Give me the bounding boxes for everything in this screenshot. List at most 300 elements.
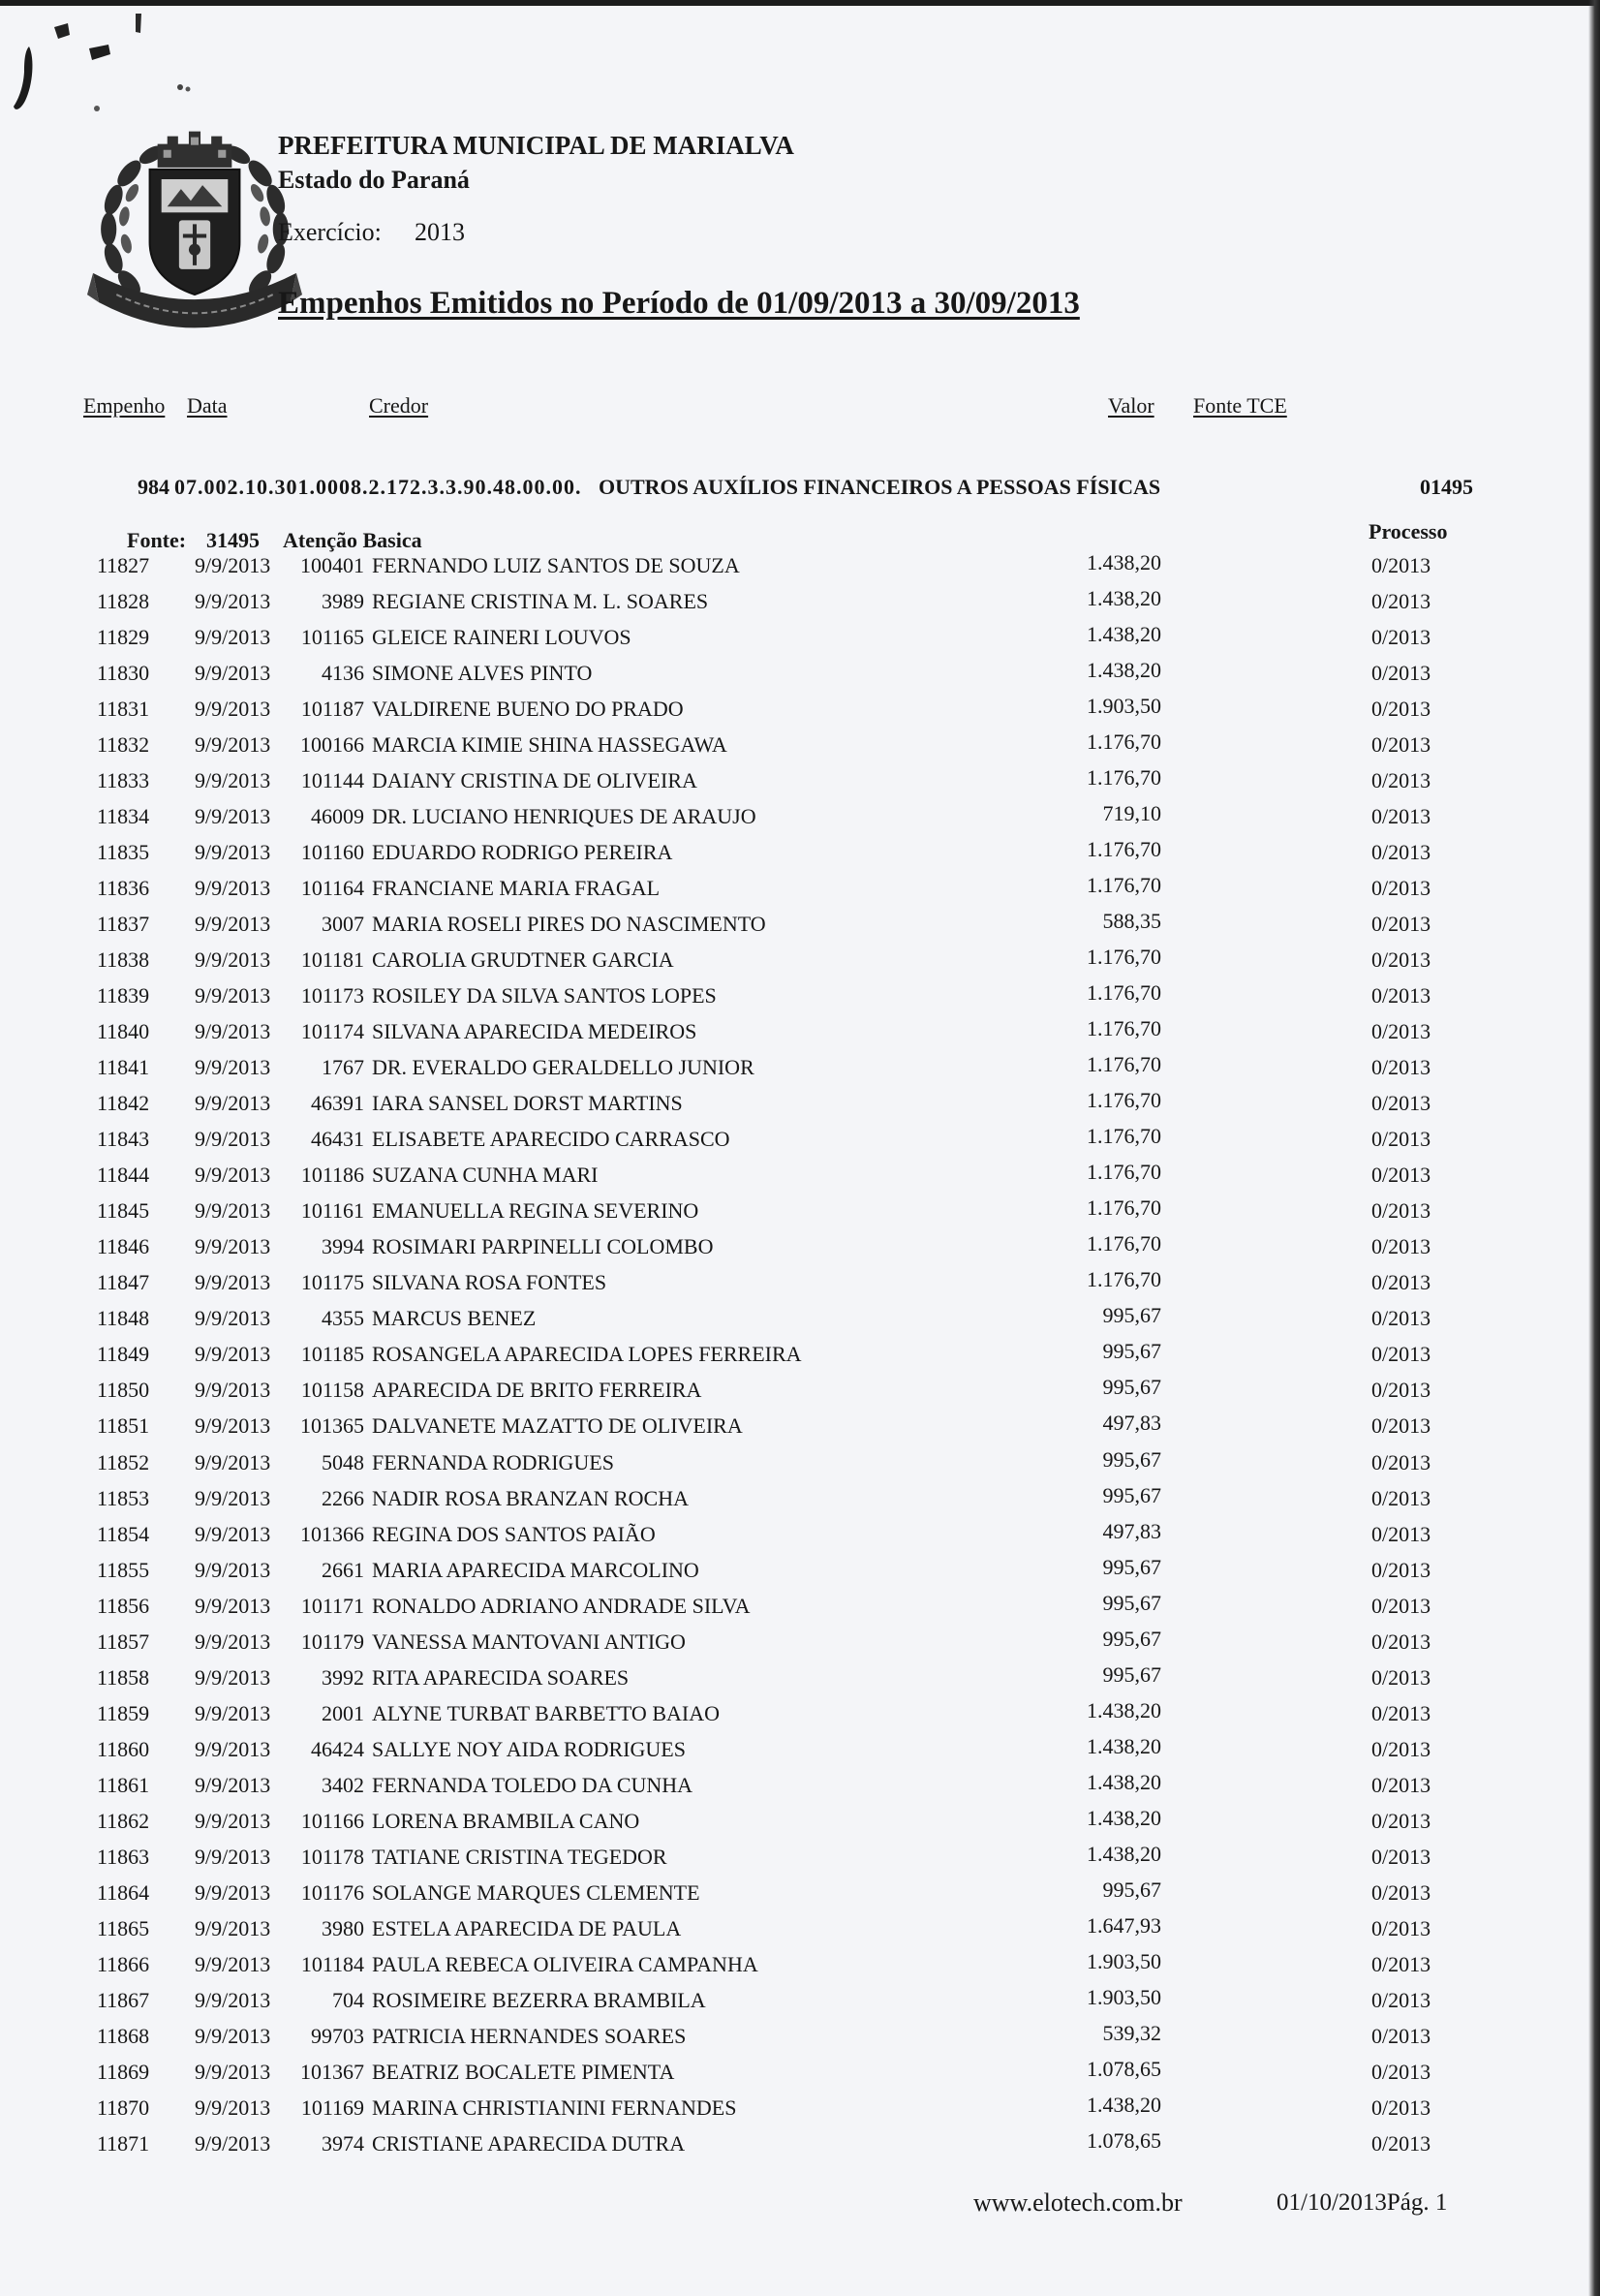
process-number: 0/2013 [1371, 2023, 1431, 2048]
empenho-number: 11829 [97, 625, 150, 650]
creditor-name: APARECIDA DE BRITO FERREIRA [372, 1378, 702, 1403]
creditor-name: FRANCIANE MARIA FRAGAL [372, 876, 661, 901]
process-number: 0/2013 [1371, 1234, 1431, 1259]
process-number: 0/2013 [1371, 1449, 1431, 1474]
amount: 1.438,20 [1087, 1841, 1161, 1866]
creditor-code: 46424 [311, 1736, 364, 1761]
process-number: 0/2013 [1371, 912, 1431, 937]
creditor-name: RITA APARECIDA SOARES [372, 1664, 630, 1690]
process-number: 0/2013 [1371, 1772, 1431, 1797]
process-number: 0/2013 [1371, 1019, 1431, 1044]
amount: 539,32 [1102, 2020, 1161, 2045]
process-number: 0/2013 [1371, 1055, 1431, 1080]
process-number: 0/2013 [1371, 1808, 1431, 1833]
process-number: 0/2013 [1371, 1270, 1431, 1295]
table-row [0, 1300, 1588, 1336]
creditor-name: SALLYE NOY AIDA RODRIGUES [372, 1736, 686, 1761]
creditor-name: ROSILEY DA SILVA SANTOS LOPES [372, 983, 717, 1008]
table-row [0, 2125, 1588, 2161]
amount: 995,67 [1102, 1339, 1161, 1364]
fonte-description: Atenção Basica [283, 528, 422, 552]
amount: 1.438,20 [1087, 622, 1161, 647]
creditor-name: SIMONE ALVES PINTO [372, 661, 593, 686]
empenho-number: 11855 [97, 1557, 150, 1582]
creditor-code: 3007 [322, 912, 364, 937]
process-number: 0/2013 [1371, 1485, 1431, 1510]
empenho-date: 9/9/2013 [195, 1844, 271, 1869]
empenho-date: 9/9/2013 [195, 1234, 271, 1259]
empenho-number: 11851 [97, 1413, 150, 1439]
column-header-empenho: Empenho [83, 393, 166, 418]
empenho-number: 11863 [97, 1844, 150, 1869]
empenho-date: 9/9/2013 [195, 732, 271, 758]
amount: 1.176,70 [1087, 945, 1161, 970]
amount: 1.078,65 [1087, 2127, 1161, 2153]
creditor-name: EDUARDO RODRIGO PEREIRA [372, 840, 673, 865]
creditor-code: 101178 [300, 1844, 364, 1869]
amount: 1.176,70 [1087, 1088, 1161, 1113]
creditor-code: 101169 [300, 2094, 364, 2120]
creditor-code: 101144 [300, 768, 364, 793]
creditor-name: MARIA APARECIDA MARCOLINO [372, 1557, 699, 1582]
table-row [0, 1588, 1588, 1624]
process-number: 0/2013 [1371, 876, 1431, 901]
process-number: 0/2013 [1371, 661, 1431, 686]
process-number: 0/2013 [1371, 1413, 1431, 1439]
creditor-name: VANESSA MANTOVANI ANTIGO [372, 1629, 686, 1654]
table-row [0, 547, 1588, 583]
empenho-date: 9/9/2013 [195, 1987, 271, 2012]
table-row [0, 1264, 1588, 1300]
creditor-code: 2661 [322, 1557, 364, 1582]
creditor-code: 46431 [311, 1127, 364, 1152]
creditor-name: FERNANDA RODRIGUES [372, 1449, 614, 1474]
creditor-code: 100166 [300, 732, 364, 758]
creditor-name: CAROLIA GRUDTNER GARCIA [372, 947, 674, 973]
amount: 497,83 [1102, 1411, 1161, 1436]
table-row [0, 1408, 1588, 1443]
amount: 1.903,50 [1087, 694, 1161, 719]
creditor-name: SOLANGE MARQUES CLEMENTE [372, 1879, 700, 1905]
empenho-number: 11833 [97, 768, 150, 793]
amount: 1.438,20 [1087, 1769, 1161, 1794]
creditor-code: 46391 [311, 1091, 364, 1116]
table-row [0, 1767, 1588, 1803]
empenho-date: 9/9/2013 [195, 625, 271, 650]
creditor-code: 1767 [322, 1055, 364, 1080]
creditor-name: BEATRIZ BOCALETE PIMENTA [372, 2059, 675, 2084]
empenho-date: 9/9/2013 [195, 912, 271, 937]
process-number: 0/2013 [1371, 2130, 1431, 2156]
process-number: 0/2013 [1371, 983, 1431, 1008]
fonte-label: Fonte: [127, 528, 187, 552]
empenho-number: 11831 [97, 697, 150, 722]
amount: 995,67 [1102, 1554, 1161, 1579]
table-row [0, 762, 1588, 798]
amount: 719,10 [1102, 801, 1161, 826]
creditor-name: LORENA BRAMBILA CANO [372, 1808, 640, 1833]
empenho-date: 9/9/2013 [195, 1879, 271, 1905]
process-number: 0/2013 [1371, 1879, 1431, 1905]
scan-artifacts [0, 0, 213, 126]
empenho-number: 11832 [97, 732, 150, 758]
creditor-code: 2266 [322, 1485, 364, 1510]
empenho-date: 9/9/2013 [195, 1306, 271, 1331]
process-number: 0/2013 [1371, 1378, 1431, 1403]
table-row [0, 1013, 1588, 1049]
empenho-date: 9/9/2013 [195, 1019, 271, 1044]
table-row [0, 942, 1588, 977]
amount: 1.438,20 [1087, 658, 1161, 683]
table-row [0, 1803, 1588, 1839]
empenho-number: 11843 [97, 1127, 150, 1152]
creditor-name: PAULA REBECA OLIVEIRA CAMPANHA [372, 1951, 758, 1976]
column-header-credor: Credor [369, 393, 429, 418]
creditor-name: MARCIA KIMIE SHINA HASSEGAWA [372, 732, 727, 758]
table-row [0, 870, 1588, 906]
amount: 1.176,70 [1087, 1160, 1161, 1185]
amount: 1.176,70 [1087, 1195, 1161, 1221]
empenho-date: 9/9/2013 [195, 1163, 271, 1188]
empenho-date: 9/9/2013 [195, 661, 271, 686]
table-row [0, 619, 1588, 655]
creditor-code: 100401 [300, 553, 364, 577]
creditor-name: SILVANA ROSA FONTES [372, 1270, 607, 1295]
fonte-code: 31495 [206, 528, 260, 552]
amount: 1.438,20 [1087, 586, 1161, 611]
creditor-name: ELISABETE APARECIDO CARRASCO [372, 1127, 730, 1152]
amount: 1.176,70 [1087, 1052, 1161, 1077]
process-number: 0/2013 [1371, 1987, 1431, 2012]
empenho-date: 9/9/2013 [195, 804, 271, 829]
creditor-name: ESTELA APARECIDA DE PAULA [372, 1915, 682, 1940]
table-row [0, 2018, 1588, 2054]
empenho-number: 11847 [97, 1270, 150, 1295]
empenho-date: 9/9/2013 [195, 1342, 271, 1367]
empenho-date: 9/9/2013 [195, 1700, 271, 1725]
table-row [0, 834, 1588, 870]
creditor-code: 101366 [300, 1521, 364, 1546]
empenho-date: 9/9/2013 [195, 1413, 271, 1439]
amount: 1.176,70 [1087, 873, 1161, 898]
empenho-date: 9/9/2013 [195, 1270, 271, 1295]
process-number: 0/2013 [1371, 1557, 1431, 1582]
empenho-number: 11852 [97, 1449, 150, 1474]
table-row [0, 1085, 1588, 1121]
empenho-number: 11846 [97, 1234, 150, 1259]
creditor-code: 3974 [322, 2130, 364, 2156]
creditor-name: REGIANE CRISTINA M. L. SOARES [372, 589, 709, 614]
empenho-number: 11837 [97, 912, 150, 937]
coat-of-arms-logo [87, 126, 302, 337]
empenho-date: 9/9/2013 [195, 983, 271, 1008]
table-row [0, 1372, 1588, 1408]
amount: 1.438,20 [1087, 1697, 1161, 1722]
amount: 995,67 [1102, 1375, 1161, 1400]
empenho-date: 9/9/2013 [195, 1593, 271, 1618]
state-name: Estado do Paraná [278, 166, 470, 194]
creditor-name: MARINA CHRISTIANINI FERNANDES [372, 2094, 737, 2120]
empenho-number: 11869 [97, 2059, 150, 2084]
creditor-code: 2001 [322, 1700, 364, 1725]
empenho-number: 11839 [97, 983, 150, 1008]
group-number: 984 [138, 475, 169, 499]
empenho-number: 11866 [97, 1951, 150, 1976]
creditor-code: 101367 [300, 2059, 364, 2084]
empenho-date: 9/9/2013 [195, 1127, 271, 1152]
table-row [0, 1660, 1588, 1695]
group-account: 07.002.10.301.0008.2.172.3.3.90.48.00.00. [174, 475, 582, 499]
creditor-name: GLEICE RAINERI LOUVOS [372, 625, 631, 650]
amount: 1.078,65 [1087, 2056, 1161, 2081]
creditor-code: 101187 [300, 697, 364, 722]
table-row [0, 1731, 1588, 1767]
empenho-date: 9/9/2013 [195, 1557, 271, 1582]
creditor-code: 101186 [300, 1163, 364, 1188]
exercise-label: Exercício: [278, 218, 382, 246]
empenho-number: 11827 [97, 553, 150, 577]
table-row [0, 1910, 1588, 1946]
amount: 995,67 [1102, 1626, 1161, 1651]
scan-top-edge [0, 0, 1600, 6]
creditor-code: 101184 [300, 1951, 364, 1976]
creditor-code: 101174 [300, 1019, 364, 1044]
table-row [0, 1480, 1588, 1516]
amount: 1.438,20 [1087, 550, 1161, 574]
empenho-date: 9/9/2013 [195, 1808, 271, 1833]
empenho-number: 11849 [97, 1342, 150, 1367]
empenho-number: 11862 [97, 1808, 150, 1833]
empenho-date: 9/9/2013 [195, 1915, 271, 1940]
empenho-number: 11842 [97, 1091, 150, 1116]
process-number: 0/2013 [1371, 1700, 1431, 1725]
amount: 1.903,50 [1087, 1984, 1161, 2009]
process-number: 0/2013 [1371, 1915, 1431, 1940]
creditor-code: 101173 [300, 983, 364, 1008]
amount: 995,67 [1102, 1303, 1161, 1328]
creditor-name: DAIANY CRISTINA DE OLIVEIRA [372, 768, 697, 793]
process-number: 0/2013 [1371, 1951, 1431, 1976]
empenho-number: 11868 [97, 2023, 150, 2048]
process-number: 0/2013 [1371, 1664, 1431, 1690]
table-row [0, 655, 1588, 691]
process-number: 0/2013 [1371, 732, 1431, 758]
empenho-number: 11861 [97, 1772, 150, 1797]
creditor-code: 101185 [300, 1342, 364, 1367]
empenho-date: 9/9/2013 [195, 1951, 271, 1976]
creditor-code: 101166 [300, 1808, 364, 1833]
empenho-number: 11838 [97, 947, 150, 973]
table-row [0, 906, 1588, 942]
creditor-name: TATIANE CRISTINA TEGEDOR [372, 1844, 667, 1869]
creditor-code: 3992 [322, 1664, 364, 1690]
creditor-code: 101171 [300, 1593, 364, 1618]
creditor-name: DR. LUCIANO HENRIQUES DE ARAUJO [372, 804, 756, 829]
empenho-number: 11848 [97, 1306, 150, 1331]
exercise-year: 2013 [415, 218, 465, 246]
creditor-name: ROSANGELA APARECIDA LOPES FERREIRA [372, 1342, 802, 1367]
empenho-date: 9/9/2013 [195, 1664, 271, 1690]
process-number: 0/2013 [1371, 1163, 1431, 1188]
empenho-number: 11856 [97, 1593, 150, 1618]
creditor-code: 101179 [300, 1629, 364, 1654]
amount: 995,67 [1102, 1661, 1161, 1687]
process-number: 0/2013 [1371, 1091, 1431, 1116]
creditor-code: 4355 [322, 1306, 364, 1331]
creditor-name: EMANUELLA REGINA SEVERINO [372, 1198, 699, 1224]
table-row [0, 1875, 1588, 1910]
table-row [0, 977, 1588, 1013]
amount: 995,67 [1102, 1446, 1161, 1472]
group-fonte-tce: 01495 [1420, 475, 1473, 499]
creditor-code: 4136 [322, 661, 364, 686]
creditor-name: VALDIRENE BUENO DO PRADO [372, 697, 684, 722]
table-row [0, 1982, 1588, 2018]
creditor-name: MARIA ROSELI PIRES DO NASCIMENTO [372, 912, 766, 937]
footer-website: www.elotech.com.br [973, 2188, 1183, 2217]
process-number: 0/2013 [1371, 2094, 1431, 2120]
footer-date-page: 01/10/2013Pág. 1 [1277, 2189, 1448, 2216]
creditor-code: 3994 [322, 1234, 364, 1259]
creditor-code: 704 [332, 1987, 364, 2012]
creditor-code: 101181 [300, 947, 364, 973]
process-number: 0/2013 [1371, 2059, 1431, 2084]
amount: 1.176,70 [1087, 1124, 1161, 1149]
creditor-code: 99703 [311, 2023, 364, 2048]
amount: 995,67 [1102, 1482, 1161, 1507]
creditor-code: 101365 [300, 1413, 364, 1439]
empenho-date: 9/9/2013 [195, 1772, 271, 1797]
table-row [0, 1839, 1588, 1875]
empenho-date: 9/9/2013 [195, 1091, 271, 1116]
creditor-name: DALVANETE MAZATTO DE OLIVEIRA [372, 1413, 743, 1439]
creditor-name: REGINA DOS SANTOS PAIÃO [372, 1521, 656, 1546]
table-row [0, 1336, 1588, 1372]
amount: 1.176,70 [1087, 980, 1161, 1006]
amount: 1.176,70 [1087, 1231, 1161, 1257]
empenho-number: 11845 [97, 1198, 150, 1224]
scan-right-edge [1588, 0, 1600, 2296]
creditor-code: 101176 [300, 1879, 364, 1905]
empenho-date: 9/9/2013 [195, 840, 271, 865]
creditor-name: FERNANDA TOLEDO DA CUNHA [372, 1772, 693, 1797]
process-number: 0/2013 [1371, 1306, 1431, 1331]
creditor-code: 101175 [300, 1270, 364, 1295]
table-row [0, 1552, 1588, 1588]
empenho-number: 11844 [97, 1163, 150, 1188]
empenho-date: 9/9/2013 [195, 697, 271, 722]
amount: 497,83 [1102, 1518, 1161, 1543]
creditor-code: 3989 [322, 589, 364, 614]
process-number: 0/2013 [1371, 1629, 1431, 1654]
amount: 1.438,20 [1087, 2092, 1161, 2117]
amount: 1.438,20 [1087, 1733, 1161, 1758]
column-header-data: Data [187, 393, 228, 418]
empenho-number: 11854 [97, 1521, 150, 1546]
empenho-number: 11858 [97, 1664, 150, 1690]
creditor-code: 101164 [300, 876, 364, 901]
table-row [0, 1157, 1588, 1193]
empenho-date: 9/9/2013 [195, 768, 271, 793]
empenho-date: 9/9/2013 [195, 876, 271, 901]
creditor-name: ROSIMEIRE BEZERRA BRAMBILA [372, 1987, 706, 2012]
process-number: 0/2013 [1371, 1198, 1431, 1224]
creditor-code: 101165 [300, 625, 364, 650]
process-number: 0/2013 [1371, 1521, 1431, 1546]
process-number: 0/2013 [1371, 697, 1431, 722]
empenho-date: 9/9/2013 [195, 2094, 271, 2120]
empenho-number: 11840 [97, 1019, 150, 1044]
table-row [0, 1695, 1588, 1731]
column-header-valor: Valor [1108, 393, 1154, 418]
empenho-number: 11834 [97, 804, 150, 829]
process-number: 0/2013 [1371, 1342, 1431, 1367]
amount: 1.176,70 [1087, 1267, 1161, 1292]
empenho-date: 9/9/2013 [195, 2130, 271, 2156]
amount: 1.647,93 [1087, 1912, 1161, 1938]
empenho-date: 9/9/2013 [195, 1736, 271, 1761]
process-number: 0/2013 [1371, 589, 1431, 614]
creditor-code: 3980 [322, 1915, 364, 1940]
creditor-name: RONALDO ADRIANO ANDRADE SILVA [372, 1593, 751, 1618]
creditor-code: 101160 [300, 840, 364, 865]
table-row [0, 1624, 1588, 1660]
process-number: 0/2013 [1371, 1127, 1431, 1152]
empenho-number: 11870 [97, 2094, 150, 2120]
column-header-fonte-tce: Fonte TCE [1193, 393, 1287, 418]
empenho-date: 9/9/2013 [195, 2059, 271, 2084]
creditor-code: 5048 [322, 1449, 364, 1474]
empenho-date: 9/9/2013 [195, 553, 271, 577]
table-row [0, 691, 1588, 727]
empenho-date: 9/9/2013 [195, 1055, 271, 1080]
table-row [0, 583, 1588, 619]
creditor-code: 101158 [300, 1378, 364, 1403]
empenho-date: 9/9/2013 [195, 1449, 271, 1474]
empenho-number: 11867 [97, 1987, 150, 2012]
process-number: 0/2013 [1371, 625, 1431, 650]
municipality-name: PREFEITURA MUNICIPAL DE MARIALVA [278, 131, 794, 160]
creditor-name: ROSIMARI PARPINELLI COLOMBO [372, 1234, 714, 1259]
empenho-date: 9/9/2013 [195, 947, 271, 973]
empenho-date: 9/9/2013 [195, 1485, 271, 1510]
table-row [0, 798, 1588, 834]
creditor-name: MARCUS BENEZ [372, 1306, 537, 1331]
empenho-date: 9/9/2013 [195, 1378, 271, 1403]
creditor-name: NADIR ROSA BRANZAN ROCHA [372, 1485, 689, 1510]
empenho-number: 11835 [97, 840, 150, 865]
empenho-number: 11860 [97, 1736, 150, 1761]
creditor-name: SUZANA CUNHA MARI [372, 1163, 599, 1188]
table-row [0, 1946, 1588, 1982]
empenho-number: 11853 [97, 1485, 150, 1510]
creditor-name: CRISTIANE APARECIDA DUTRA [372, 2130, 686, 2156]
table-row [0, 1228, 1588, 1264]
empenho-date: 9/9/2013 [195, 1198, 271, 1224]
empenho-number: 11850 [97, 1378, 150, 1403]
empenho-number: 11859 [97, 1700, 150, 1725]
amount: 1.176,70 [1087, 1016, 1161, 1041]
amount: 995,67 [1102, 1877, 1161, 1902]
creditor-name: PATRICIA HERNANDES SOARES [372, 2023, 687, 2048]
table-row [0, 2054, 1588, 2090]
process-number: 0/2013 [1371, 553, 1431, 577]
table-row [0, 727, 1588, 762]
empenho-date: 9/9/2013 [195, 589, 271, 614]
creditor-name: ALYNE TURBAT BARBETTO BAIAO [372, 1700, 720, 1725]
table-row [0, 1121, 1588, 1157]
table-row [0, 1444, 1588, 1480]
